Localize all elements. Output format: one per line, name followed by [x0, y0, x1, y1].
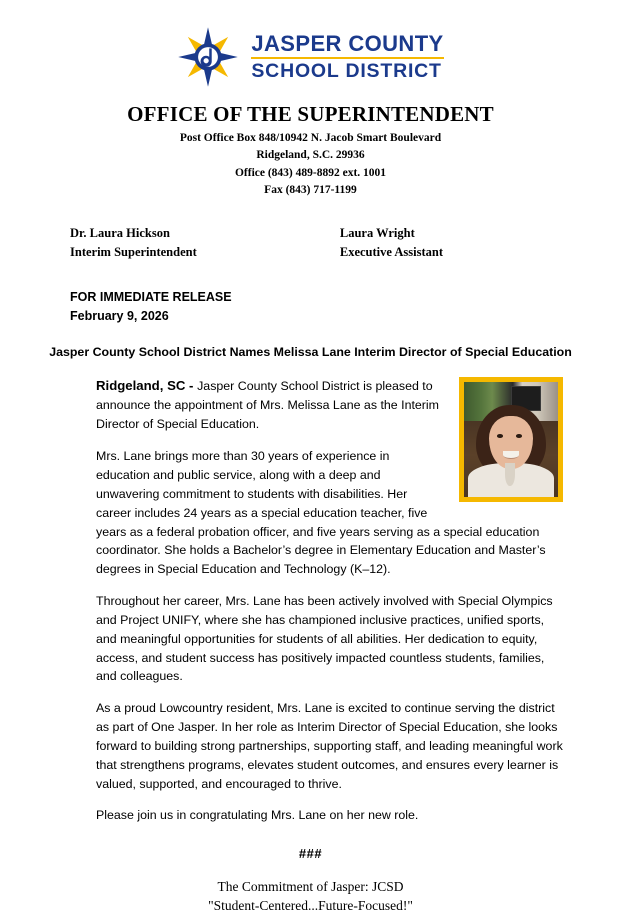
- contact-superintendent: [70, 224, 197, 263]
- assistant-title: Executive Assistant: [339, 245, 443, 260]
- address-line-1: Post Office Box 848/10942 N. Jacob Smart Boulevard: [179, 132, 442, 144]
- assistant-name: Laura Wright: [339, 225, 415, 240]
- contact-assistant: [340, 224, 443, 263]
- address-line-4: Fax (843) 717-1199: [264, 184, 357, 197]
- photo-collar: [505, 463, 514, 486]
- address-line-3: Office (843) 489-8892 ext. 1001: [234, 166, 387, 179]
- logo-text-line-2: SCHOOL DISTRICT: [251, 59, 442, 82]
- release-block: [0, 288, 621, 327]
- press-release-headline: Jasper County School District Names Melissa Lane Interim Director of Special Education: [49, 345, 572, 360]
- body-paragraph-1-text: Jasper County School District is pleased to announce the appointment of Mrs. Melissa Lane as the Interim Director of Special Education.: [96, 379, 439, 432]
- dateline: Ridgeland, SC -: [96, 378, 198, 394]
- district-logo: [0, 26, 621, 88]
- body-paragraph-2: Mrs. Lane brings more than 30 years of experience in education and public service, along with a deep and unwavering commitment to students with disabilities. Her career includes 24 years as a special education teacher, five years as a federal probation officer, and five years serving as a special education coordinator. She holds a Bachelor’s degree in Elementary Education and Master’s degrees in Special Education and Technology (K–12).: [96, 449, 546, 577]
- body-paragraph-4: As a proud Lowcountry resident, Mrs. Lane is excited to continue serving the district as part of One Jasper. In her role as Interim Director of Special Education, she looks forward to building strong partnerships, supporting staff, and leading meaningful work that strengthens programs, elevates student outcomes, and ensures every learner is valued, supported, and encouraged to thrive.: [96, 701, 563, 791]
- office-title: OFFICE OF THE SUPERINTENDENT: [127, 102, 494, 126]
- letterhead-address: [0, 130, 621, 200]
- superintendent-name: Dr. Laura Hickson: [70, 225, 170, 240]
- release-date: February 9, 2026: [70, 309, 169, 323]
- body-paragraph-3: Throughout her career, Mrs. Lane has been actively involved with Special Olympics and Project UNIFY, where she has championed inclusive practices, unified sports, and meaningful opportunities for students of all abilities. Her dedication to equity, access, and student success has positively impacted countless students, families, and colleagues.: [96, 594, 553, 684]
- address-line-2: Ridgeland, S.C. 29936: [256, 149, 365, 162]
- photo-face: [489, 416, 532, 469]
- motto-line-1: The Commitment of Jasper: JCSD: [217, 879, 404, 895]
- contacts-row: [0, 224, 621, 263]
- superintendent-title: Interim Superintendent: [70, 245, 197, 260]
- press-release-body: [0, 376, 621, 825]
- logo-text-line-1: JASPER COUNTY: [251, 33, 443, 59]
- motto-line-2: "Student-Centered...Future-Focused!": [208, 898, 413, 914]
- compass-rose-icon: [177, 26, 239, 88]
- release-label: FOR IMMEDIATE RELEASE: [70, 289, 232, 304]
- district-motto: [0, 877, 621, 915]
- body-paragraph-5: Please join us in congratulating Mrs. Lane on her new role.: [96, 808, 419, 823]
- letterhead: [0, 0, 621, 200]
- end-marker: ###: [298, 846, 323, 862]
- portrait-photo-melissa-lane: [459, 377, 563, 502]
